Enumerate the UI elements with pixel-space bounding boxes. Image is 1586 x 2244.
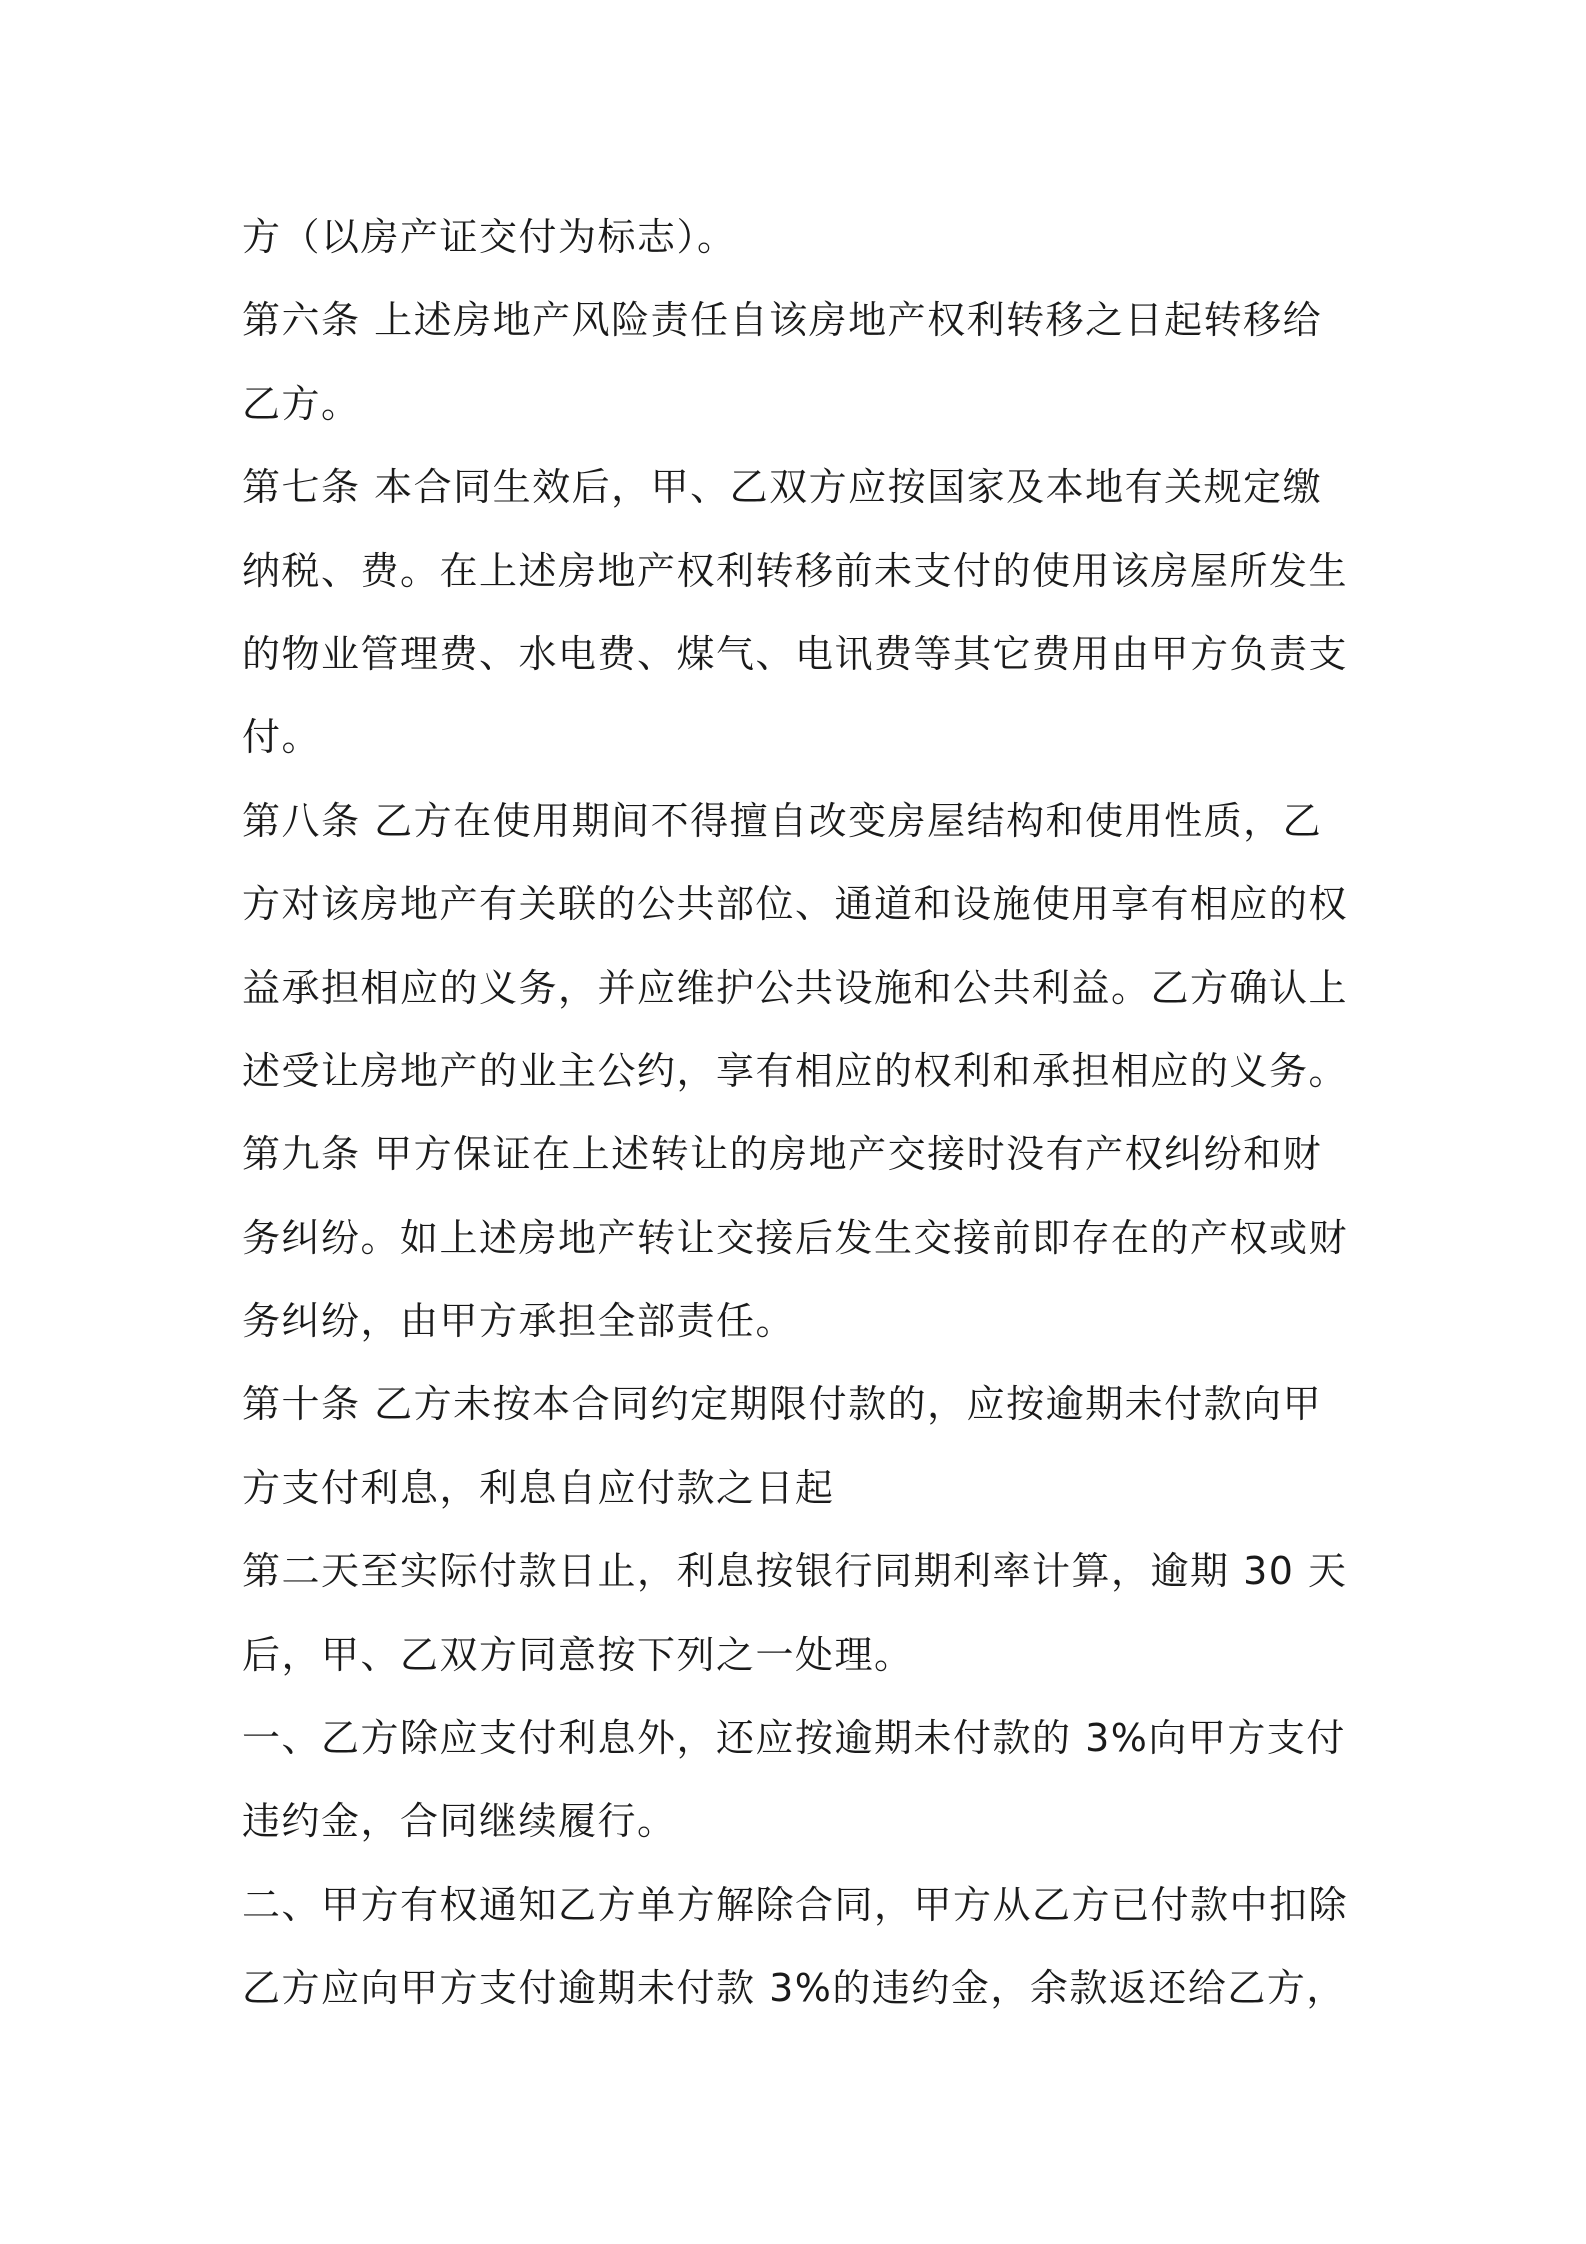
text-line: 务纠纷，由甲方承担全部责任。 (242, 1299, 796, 1344)
text-line: 的物业管理费、水电费、煤气、电讯费等其它费用由甲方负责支 (242, 631, 1349, 676)
text-line: 述受让房地产的业主公约，享有相应的权利和承担相应的义务。 (242, 1048, 1349, 1093)
text-line: 务纠纷。如上述房地产转让交接后发生交接前即存在的产权或财 (242, 1215, 1349, 1260)
text-line: 后，甲、乙双方同意按下列之一处理。 (242, 1632, 914, 1677)
text-line: 第七条 本合同生效后，甲、乙双方应按国家及本地有关规定缴 (242, 465, 1323, 510)
text-line: 乙方。 (242, 381, 361, 426)
document-body (242, 196, 1362, 2031)
text-line: 一、乙方除应支付利息外，还应按逾期未付款的 3%向甲方支付 (242, 1716, 1346, 1761)
text-line: 方对该房地产有关联的公共部位、通道和设施使用享有相应的权 (242, 882, 1349, 927)
text-line: 方（以房产证交付为标志）。 (242, 215, 737, 259)
text-line: 第十条 乙方未按本合同约定期限付款的，应按逾期未付款向甲 (242, 1382, 1323, 1427)
text-line: 乙方应向甲方支付逾期未付款 3%的违约金，余款返还给乙方， (242, 1966, 1346, 2011)
text-line: 第八条 乙方在使用期间不得擅自改变房屋结构和使用性质，乙 (242, 798, 1323, 843)
text-line: 第九条 甲方保证在上述转让的房地产交接时没有产权纠纷和财 (242, 1132, 1323, 1177)
text-line: 益承担相应的义务，并应维护公共设施和公共利益。乙方确认上 (242, 965, 1349, 1010)
text-line: 付。 (242, 715, 322, 760)
text-line: 第二天至实际付款日止，利息按银行同期利率计算，逾期 30 天 (242, 1549, 1348, 1594)
text-line: 第六条 上述房地产风险责任自该房地产权利转移之日起转移给 (242, 298, 1323, 343)
text-line: 方支付利息，利息自应付款之日起 (242, 1465, 835, 1510)
text-line: 违约金，合同继续履行。 (242, 1799, 677, 1844)
text-line: 纳税、费。在上述房地产权利转移前未支付的使用该房屋所发生 (242, 548, 1349, 593)
text-line: 二、甲方有权通知乙方单方解除合同，甲方从乙方已付款中扣除 (242, 1882, 1349, 1927)
